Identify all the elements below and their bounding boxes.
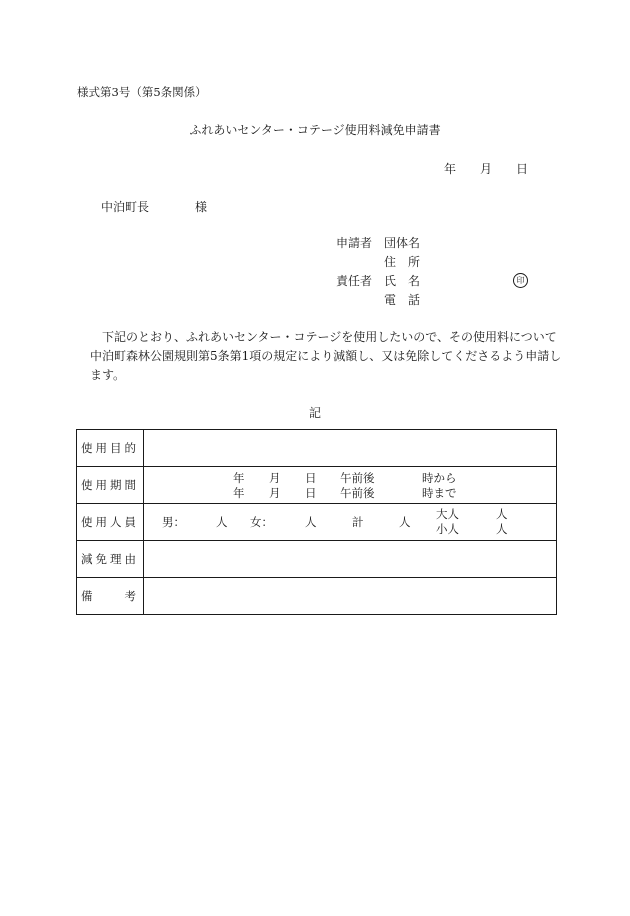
reason-row	[77, 541, 557, 578]
persons-header: 使用人員	[77, 504, 144, 541]
address-label: 住 所	[384, 255, 421, 269]
purpose-field[interactable]	[144, 430, 557, 467]
persons-row	[77, 504, 557, 541]
date-month-label: 月	[480, 162, 493, 176]
date-day-label: 日	[516, 162, 529, 176]
period-header: 使用期間	[77, 467, 144, 504]
phone-label: 電 話	[384, 293, 421, 307]
remarks-field[interactable]	[144, 578, 557, 615]
reason-field[interactable]	[144, 541, 557, 578]
purpose-row	[77, 430, 557, 467]
period-from-year: 年	[233, 471, 245, 485]
child-unit: 人	[496, 522, 508, 536]
record-mark: 記	[308, 406, 321, 420]
total-unit: 人	[399, 515, 411, 529]
applicant-label: 申請者	[336, 236, 373, 250]
seal-mark: 印	[513, 273, 528, 288]
child-label: 小人	[436, 522, 459, 536]
remarks-header: 備 考	[77, 578, 144, 615]
period-to-suffix: 時まで	[422, 486, 457, 500]
date-year-label: 年	[444, 162, 457, 176]
period-to-day: 日	[305, 486, 317, 500]
female-label: 女：	[250, 515, 273, 529]
application-table	[76, 429, 557, 615]
period-to-ampm: 午前後	[340, 486, 375, 500]
group-name-label: 団体名	[384, 236, 421, 250]
body-text-line-2: 中泊町森林公園規則第5条第1項の規定により減額し、又は免除してくださるよう申請し	[90, 349, 562, 363]
name-label: 氏 名	[384, 274, 421, 288]
period-to-month: 月	[269, 486, 281, 500]
total-label: 計	[352, 515, 364, 529]
adult-unit: 人	[496, 507, 508, 521]
body-text-line-1: 下記のとおり、ふれあいセンター・コテージを使用したいので、その使用料について	[102, 330, 557, 344]
reason-header: 減免理由	[77, 541, 144, 578]
remarks-row	[77, 578, 557, 615]
form-number-label: 様式第3号（第5条関係）	[77, 85, 207, 99]
adult-label: 大人	[436, 507, 459, 521]
period-from-day: 日	[305, 471, 317, 485]
female-unit: 人	[305, 515, 317, 529]
male-label: 男：	[162, 515, 185, 529]
document-title: ふれあいセンター・コテージ使用料減免申請書	[189, 123, 441, 137]
responsible-person-label: 責任者	[336, 274, 373, 288]
period-to-year: 年	[233, 486, 245, 500]
purpose-header: 使用目的	[77, 430, 144, 467]
addressee-name: 中泊町長	[101, 200, 150, 214]
body-text-line-3: ます。	[90, 368, 126, 382]
addressee-honorific: 様	[195, 200, 208, 214]
male-unit: 人	[216, 515, 228, 529]
period-from-ampm: 午前後	[340, 471, 375, 485]
persons-field[interactable]	[144, 504, 557, 541]
period-field[interactable]	[144, 467, 557, 504]
period-from-suffix: 時から	[422, 471, 457, 485]
period-from-month: 月	[269, 471, 281, 485]
period-row	[77, 467, 557, 504]
